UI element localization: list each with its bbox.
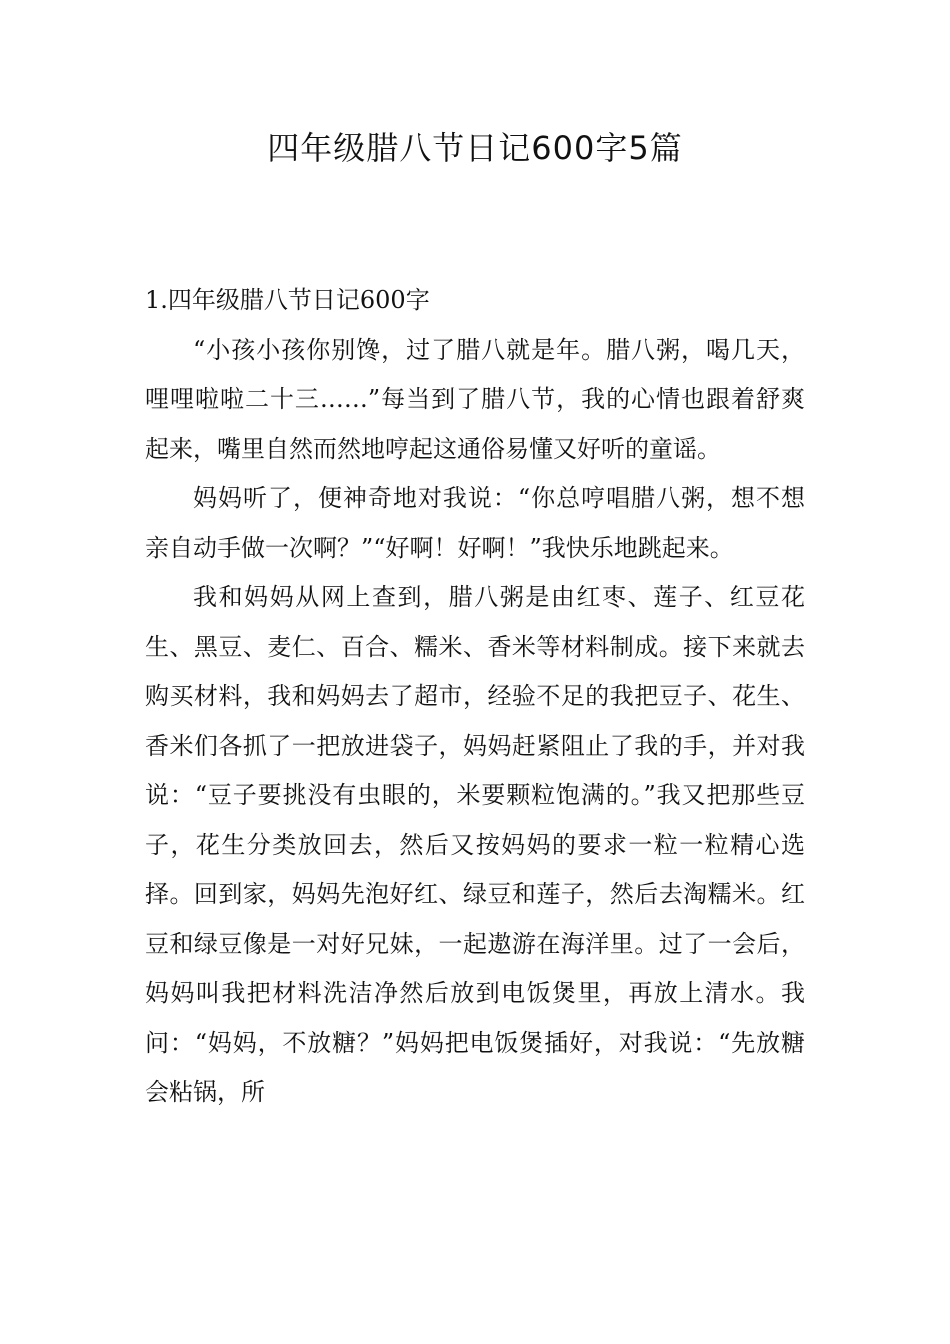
section-heading: 1.四年级腊八节日记600字 (145, 286, 430, 314)
document-title: 四年级腊八节日记600字5篇 (267, 129, 683, 167)
paragraph-1: “小孩小孩你别馋，过了腊八就是年。腊八粥，喝几天，哩哩啦啦二十三……”每当到了腊八节，我的心情也跟着舒爽起来，嘴里自然而然地哼起这通俗易懂又好听的童谣。 (145, 335, 805, 463)
paragraph-3: 我和妈妈从网上查到，腊八粥是由红枣、莲子、红豆花生、黑豆、麦仁、百合、糯米、香米等材料制成。接下来就去购买材料，我和妈妈去了超市，经验不足的我把豆子、花生、香米们各抓了一把放进袋子，妈妈赶紧阻止了我的手，并对我说：“豆子要挑没有虫眼的，米要颗粒饱满的。”我又把那些豆子，花生分类放回去，然后又按妈妈的要求一粒一粒精心选择。回到家，妈妈先泡好红、绿豆和莲子，然后去淘糯米。红豆和绿豆像是一对好兄妹，一起遨游在海洋里。过了一会后，妈妈叫我把材料洗洁净然后放到电饭煲里，再放上清水。我问：“妈妈，不放糖？”妈妈把电饭煲插好，对我说：“先放糖会粘锅，所 (145, 583, 805, 1106)
document-body (145, 276, 805, 1118)
paragraph-2: 妈妈听了，便神奇地对我说：“你总哼唱腊八粥，想不想亲自动手做一次啊？”“好啊！好啊！”我快乐地跳起来。 (145, 484, 805, 562)
